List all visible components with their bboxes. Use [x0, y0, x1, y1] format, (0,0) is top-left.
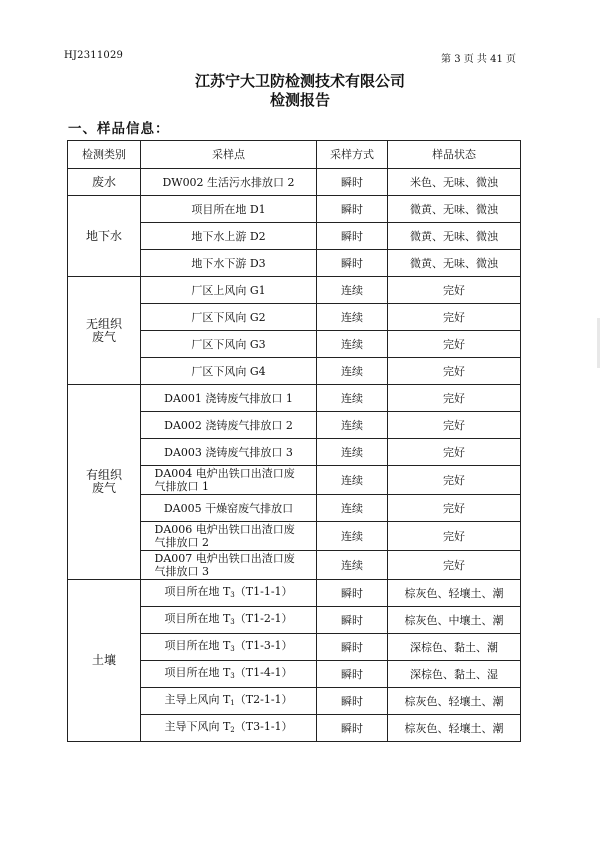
point-cell: 厂区下风向 G3: [141, 331, 317, 358]
point-cell: 地下水下游 D3: [141, 250, 317, 277]
method-cell: 瞬时: [317, 223, 388, 250]
point-text: DA006 电炉出铁口出渣口废气排放口 2: [154, 523, 295, 549]
page-indicator: 第 3 页 共 41 页: [441, 54, 516, 65]
point-cell: [141, 688, 317, 715]
method-cell: 瞬时: [317, 169, 388, 196]
point-cell: [141, 466, 317, 495]
state-cell: 完好: [388, 466, 521, 495]
method-cell: 连续: [317, 358, 388, 385]
table-header-row: [68, 141, 521, 169]
point-tail: （T1-4-1）: [234, 665, 293, 679]
point-subscript: 3: [230, 671, 235, 680]
point-main: 项目所在地 T: [164, 584, 231, 598]
point-cell: 项目所在地 D1: [141, 196, 317, 223]
point-cell: [141, 607, 317, 634]
point-cell: 厂区下风向 G4: [141, 358, 317, 385]
state-cell: 微黄、无味、微浊: [388, 250, 521, 277]
category-cell: 无组织废气: [68, 277, 141, 385]
point-cell: [141, 715, 317, 742]
method-cell: 瞬时: [317, 580, 388, 607]
state-cell: 完好: [388, 304, 521, 331]
header-sampling-point: 采样点: [141, 141, 317, 169]
point-cell: [141, 661, 317, 688]
point-subscript: 3: [230, 617, 235, 626]
state-cell: 棕灰色、轻壤土、潮: [388, 580, 521, 607]
state-cell: 完好: [388, 551, 521, 580]
state-cell: 完好: [388, 385, 521, 412]
point-cell: DA005 干燥窑废气排放口: [141, 495, 317, 522]
point-tail: （T1-3-1）: [234, 638, 293, 652]
point-main: 主导上风向 T: [164, 692, 231, 706]
method-cell: 瞬时: [317, 715, 388, 742]
point-main: 主导下风向 T: [164, 719, 231, 733]
state-cell: 完好: [388, 495, 521, 522]
state-cell: 深棕色、黏土、潮: [388, 634, 521, 661]
method-cell: 瞬时: [317, 607, 388, 634]
method-cell: 连续: [317, 304, 388, 331]
state-cell: 完好: [388, 412, 521, 439]
point-cell: 厂区下风向 G2: [141, 304, 317, 331]
point-main: 项目所在地 T: [164, 665, 231, 679]
method-cell: 连续: [317, 412, 388, 439]
table-row: [68, 196, 521, 223]
state-cell: 微黄、无味、微浊: [388, 196, 521, 223]
header-category: 检测类别: [68, 141, 141, 169]
state-cell: 棕灰色、中壤土、潮: [388, 607, 521, 634]
point-main: 项目所在地 T: [164, 638, 231, 652]
table-row: [68, 580, 521, 607]
point-cell: DA001 浇铸废气排放口 1: [141, 385, 317, 412]
table-row: [68, 277, 521, 304]
point-text: DA004 电炉出铁口出渣口废气排放口 1: [154, 467, 295, 493]
point-tail: （T1-1-1）: [234, 584, 293, 598]
header-sample-state: 样品状态: [388, 141, 521, 169]
state-cell: 完好: [388, 277, 521, 304]
state-cell: 米色、无味、微浊: [388, 169, 521, 196]
section-heading: 一、样品信息：: [68, 121, 170, 137]
point-subscript: 2: [230, 725, 235, 734]
category-cell: 废水: [68, 169, 141, 196]
method-cell: 瞬时: [317, 250, 388, 277]
state-cell: 微黄、无味、微浊: [388, 223, 521, 250]
method-cell: 连续: [317, 439, 388, 466]
state-cell: 完好: [388, 358, 521, 385]
point-cell: DW002 生活污水排放口 2: [141, 169, 317, 196]
method-cell: 连续: [317, 466, 388, 495]
point-subscript: 3: [230, 644, 235, 653]
point-cell: [141, 580, 317, 607]
point-cell: 地下水上游 D2: [141, 223, 317, 250]
category-cell: 地下水: [68, 196, 141, 277]
method-cell: 连续: [317, 385, 388, 412]
state-cell: 完好: [388, 439, 521, 466]
table-row: [68, 385, 521, 412]
method-cell: 连续: [317, 522, 388, 551]
state-cell: 棕灰色、轻壤土、潮: [388, 688, 521, 715]
state-cell: 深棕色、黏土、湿: [388, 661, 521, 688]
method-cell: 瞬时: [317, 196, 388, 223]
company-name: 江苏宁大卫防检测技术有限公司: [194, 72, 405, 90]
method-cell: 连续: [317, 331, 388, 358]
point-subscript: 3: [230, 590, 235, 599]
category-cell: 有组织废气: [68, 385, 141, 580]
point-tail: （T3-1-1）: [234, 719, 293, 733]
point-cell: DA002 浇铸废气排放口 2: [141, 412, 317, 439]
report-title: 检测报告: [269, 91, 330, 109]
method-cell: 瞬时: [317, 634, 388, 661]
report-number: HJ2311029: [64, 50, 124, 61]
method-cell: 瞬时: [317, 661, 388, 688]
state-cell: 棕灰色、轻壤土、潮: [388, 715, 521, 742]
state-cell: 完好: [388, 331, 521, 358]
table-row: [68, 169, 521, 196]
point-cell: 厂区上风向 G1: [141, 277, 317, 304]
point-cell: [141, 522, 317, 551]
point-tail: （T1-2-1）: [234, 611, 293, 625]
point-subscript: 1: [230, 698, 235, 707]
method-cell: 连续: [317, 495, 388, 522]
point-main: 项目所在地 T: [164, 611, 231, 625]
state-cell: 完好: [388, 522, 521, 551]
point-text: DA007 电炉出铁口出渣口废气排放口 3: [154, 552, 295, 578]
point-tail: （T2-1-1）: [234, 692, 293, 706]
method-cell: 连续: [317, 551, 388, 580]
point-cell: [141, 634, 317, 661]
category-cell: 土壤: [68, 580, 141, 742]
point-cell: [141, 551, 317, 580]
point-cell: DA003 浇铸废气排放口 3: [141, 439, 317, 466]
sample-info-table: [67, 140, 521, 742]
method-cell: 瞬时: [317, 688, 388, 715]
method-cell: 连续: [317, 277, 388, 304]
header-sampling-method: 采样方式: [317, 141, 388, 169]
